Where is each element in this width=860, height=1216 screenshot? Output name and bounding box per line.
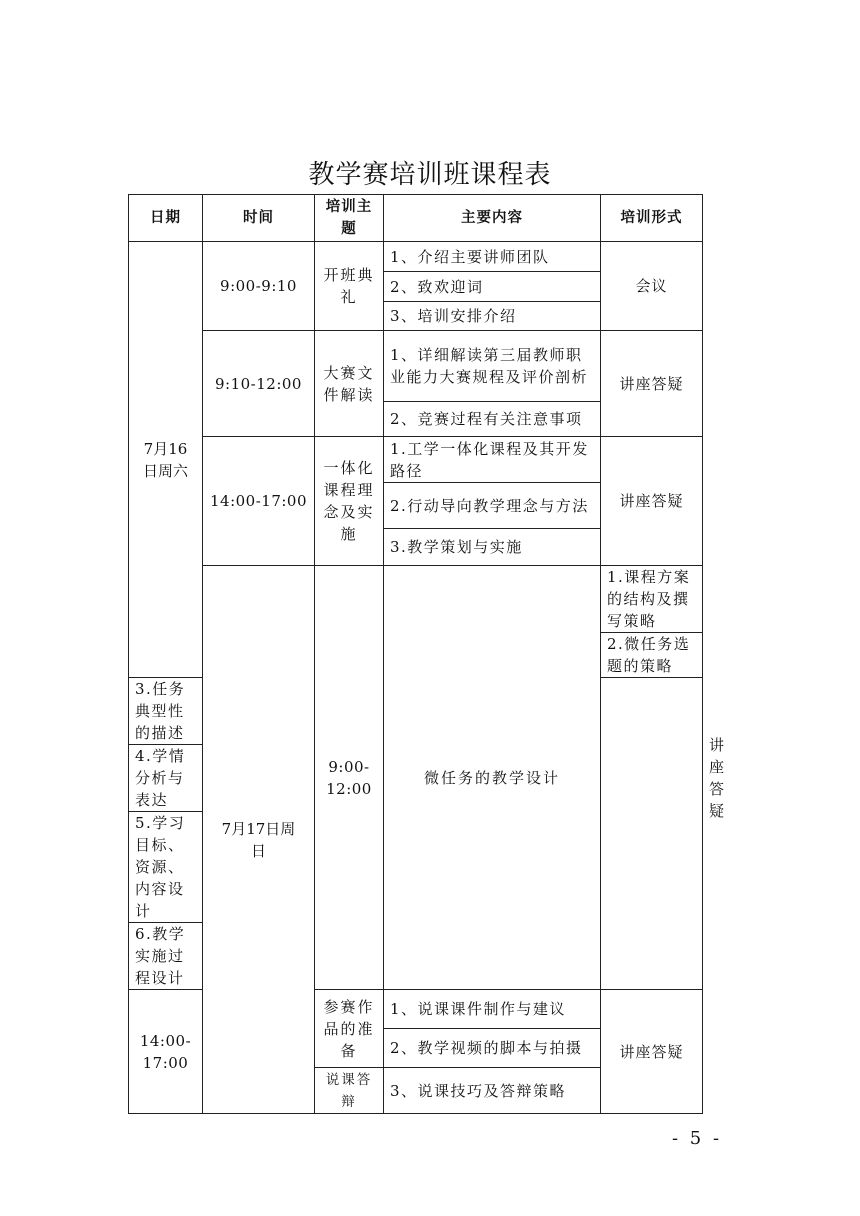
date-cell-day1: 7月16日周六 <box>129 242 203 678</box>
content-item: 2、竞赛过程有关注意事项 <box>384 402 601 437</box>
content-item: 2.行动导向教学理念与方法 <box>384 483 601 529</box>
table-row <box>129 437 703 483</box>
form-cell: 会议 <box>601 242 703 331</box>
form-cell: 讲座答疑 <box>601 331 703 437</box>
time-cell: 9:00-12:00 <box>315 566 384 990</box>
table-row <box>129 331 703 402</box>
content-item: 6.教学实施过程设计 <box>129 923 203 990</box>
page-number: - 5 - <box>672 1128 723 1149</box>
content-item: 1、介绍主要讲师团队 <box>384 242 601 272</box>
content-item: 2、教学视频的脚本与拍摄 <box>384 1029 601 1068</box>
content-item: 1.工学一体化课程及其开发路径 <box>384 437 601 483</box>
content-item: 3、说课技巧及答辩策略 <box>384 1068 601 1114</box>
content-item: 1、详细解读第三届教师职业能力大赛规程及评价剖析 <box>384 331 601 402</box>
topic-cell: 微任务的教学设计 <box>384 566 601 990</box>
time-cell: 14:00-17:00 <box>203 437 315 566</box>
topic-cell: 参赛作品的准备 <box>315 990 384 1068</box>
topic-cell: 开班典礼 <box>315 242 384 331</box>
page-title: 教学赛培训班课程表 <box>308 160 552 190</box>
time-cell: 9:00-9:10 <box>203 242 315 331</box>
header-topic: 培训主题 <box>315 195 384 242</box>
content-item: 2、致欢迎词 <box>384 272 601 302</box>
form-cell: 讲座答疑 <box>601 990 703 1114</box>
form-cell: 讲座答疑 <box>601 437 703 566</box>
content-item: 4.学情分析与表达 <box>129 745 203 812</box>
header-form: 培训形式 <box>601 195 703 242</box>
header-content: 主要内容 <box>384 195 601 242</box>
date-cell-day2: 7月17日周日 <box>203 566 315 1114</box>
table-row: 7月17日周日 9:00-12:00 微任务的教学设计 1.课程方案的结构及撰写策略 讲座答疑 <box>129 566 703 633</box>
table-row <box>129 242 703 272</box>
topic-cell-secondary: 说课答辩 <box>315 1068 384 1114</box>
content-item: 1、说课课件制作与建议 <box>384 990 601 1029</box>
content-item: 5.学习目标、资源、内容设计 <box>129 812 203 923</box>
content-item: 3.教学策划与实施 <box>384 529 601 566</box>
table-header-row <box>129 195 703 242</box>
content-item: 3、培训安排介绍 <box>384 302 601 331</box>
time-cell: 9:10-12:00 <box>203 331 315 437</box>
topic-cell: 一体化课程理念及实施 <box>315 437 384 566</box>
content-item: 1.课程方案的结构及撰写策略 <box>601 566 703 633</box>
course-schedule-table <box>128 194 726 1114</box>
time-cell: 14:00-17:00 <box>129 990 203 1114</box>
header-time: 时间 <box>203 195 315 242</box>
content-item: 3.任务典型性的描述 <box>129 678 203 745</box>
content-item: 2.微任务选题的策略 <box>601 633 703 678</box>
topic-cell: 大赛文件解读 <box>315 331 384 437</box>
header-date: 日期 <box>129 195 203 242</box>
